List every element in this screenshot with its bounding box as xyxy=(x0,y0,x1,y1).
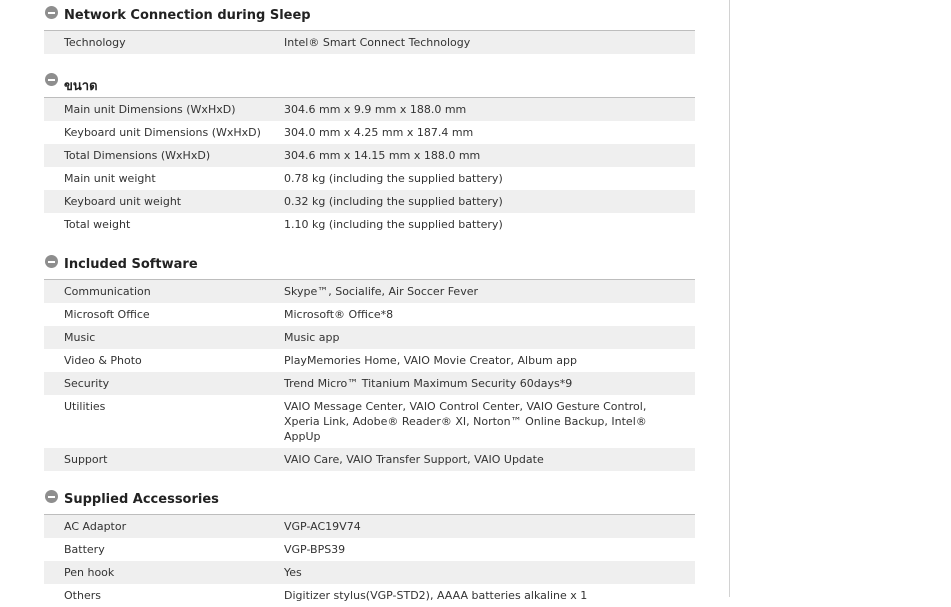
spec-row xyxy=(44,303,695,326)
collapse-minus-icon[interactable] xyxy=(45,73,58,86)
spec-value: Intel® Smart Connect Technology xyxy=(284,36,471,49)
spec-row xyxy=(44,98,695,121)
spec-row xyxy=(44,584,695,607)
spec-value: Digitizer stylus(VGP-STD2), AAAA batteries alkaline x 1 xyxy=(284,589,588,602)
section-header[interactable] xyxy=(44,251,695,280)
spec-label: Support xyxy=(64,453,108,466)
spec-label: Keyboard unit weight xyxy=(64,195,182,208)
spec-label: Others xyxy=(64,589,101,602)
spec-value: 304.0 mm x 4.25 mm x 187.4 mm xyxy=(284,126,474,139)
spec-label: Music xyxy=(64,331,96,344)
spec-label: Battery xyxy=(64,543,105,556)
spec-value: 0.78 kg (including the supplied battery) xyxy=(284,172,503,185)
spec-row xyxy=(44,538,695,561)
spec-content xyxy=(44,0,695,607)
spec-row xyxy=(44,326,695,349)
spec-row xyxy=(44,167,695,190)
spec-label: Video & Photo xyxy=(64,354,142,367)
spec-row xyxy=(44,448,695,471)
section-header[interactable] xyxy=(44,2,695,31)
spec-row xyxy=(44,213,695,236)
spec-row xyxy=(44,121,695,144)
section-network-connection-during-sleep xyxy=(44,2,695,54)
spec-label: Microsoft Office xyxy=(64,308,150,321)
section-supplied-accessories xyxy=(44,486,695,607)
spec-label: Total weight xyxy=(64,218,131,231)
spec-value: VAIO Care, VAIO Transfer Support, VAIO Update xyxy=(284,453,544,466)
spec-label: Main unit weight xyxy=(64,172,156,185)
spec-value: 0.32 kg (including the supplied battery) xyxy=(284,195,503,208)
spec-label: AC Adaptor xyxy=(64,520,127,533)
spec-row xyxy=(44,31,695,54)
collapse-minus-icon[interactable] xyxy=(45,6,58,19)
spec-value: 304.6 mm x 9.9 mm x 188.0 mm xyxy=(284,103,467,116)
spec-label: Technology xyxy=(64,36,126,49)
spec-label: Keyboard unit Dimensions (WxHxD) xyxy=(64,126,261,139)
spec-label: Security xyxy=(64,377,110,390)
spec-value: 1.10 kg (including the supplied battery) xyxy=(284,218,503,231)
spec-row xyxy=(44,515,695,538)
section-included-software xyxy=(44,251,695,471)
spec-row xyxy=(44,280,695,303)
spec-label: Total Dimensions (WxHxD) xyxy=(64,149,211,162)
section-title: Included Software xyxy=(64,257,198,272)
section-header[interactable] xyxy=(44,69,695,98)
section-title: Network Connection during Sleep xyxy=(64,8,311,23)
spec-label: Main unit Dimensions (WxHxD) xyxy=(64,103,236,116)
spec-label: Utilities xyxy=(64,400,106,413)
section-dimensions xyxy=(44,69,695,236)
collapse-minus-icon[interactable] xyxy=(45,490,58,503)
section-header[interactable] xyxy=(44,486,695,515)
spec-value: VGP-BPS39 xyxy=(284,543,346,556)
spec-row xyxy=(44,395,695,448)
collapse-minus-icon[interactable] xyxy=(45,255,58,268)
spec-value: VGP-AC19V74 xyxy=(284,520,361,533)
spec-value: Skype™, Socialife, Air Soccer Fever xyxy=(284,285,479,298)
spec-row xyxy=(44,561,695,584)
spec-value: VAIO Message Center, VAIO Control Center, VAIO Gesture Control, Xperia Link, Adobe® Reader® XI, Norton™ Online Backup, Intel® AppUp xyxy=(284,400,647,443)
spec-row xyxy=(44,144,695,167)
spec-value: Trend Micro™ Titanium Maximum Security 60days*9 xyxy=(284,377,573,390)
spec-value: Yes xyxy=(284,566,302,579)
spec-row xyxy=(44,349,695,372)
vertical-divider xyxy=(729,0,730,597)
spec-value: 304.6 mm x 14.15 mm x 188.0 mm xyxy=(284,149,481,162)
section-title: Supplied Accessories xyxy=(64,492,219,507)
spec-value: Music app xyxy=(284,331,340,344)
spec-value: Microsoft® Office*8 xyxy=(284,308,394,321)
spec-row xyxy=(44,372,695,395)
section-title: ขนาด xyxy=(64,79,98,94)
spec-value: PlayMemories Home, VAIO Movie Creator, Album app xyxy=(284,354,577,367)
spec-row xyxy=(44,190,695,213)
spec-label: Pen hook xyxy=(64,566,115,579)
spec-label: Communication xyxy=(64,285,151,298)
